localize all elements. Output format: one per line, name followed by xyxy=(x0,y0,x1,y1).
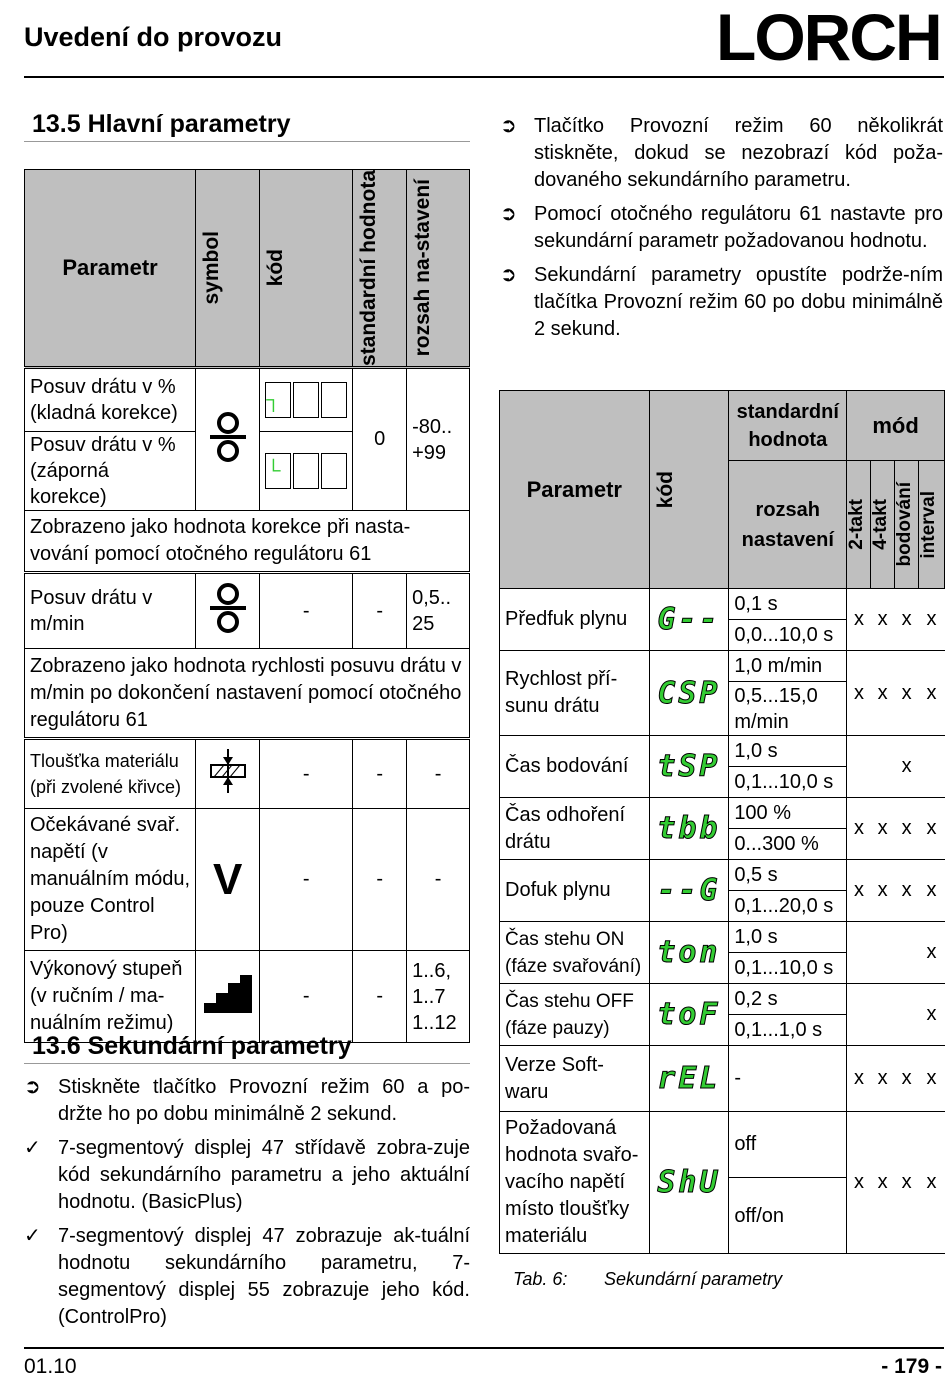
mode-mark: x xyxy=(895,651,919,736)
mode-mark xyxy=(847,922,871,984)
mode-mark xyxy=(919,736,945,798)
col-param: Parametr xyxy=(500,391,650,589)
range-value: 0,5...15,0 m/min xyxy=(729,682,847,736)
instruction-item xyxy=(24,1074,470,1128)
col-range: rozsah nastavení xyxy=(729,461,847,589)
mode-mark xyxy=(895,922,919,984)
wire-feed-icon xyxy=(196,368,260,511)
default-value: 100 % xyxy=(729,798,847,829)
instruction-item xyxy=(500,113,943,194)
mode-mark: x xyxy=(895,1046,919,1112)
range-value: 0,1...1,0 s xyxy=(729,1015,847,1046)
footer-page-number: - 179 - xyxy=(881,1355,942,1378)
seven-segment-code: tSP xyxy=(657,749,721,784)
seven-segment-code: ShU xyxy=(657,1165,721,1200)
mode-mark: x xyxy=(847,1046,871,1112)
instruction-item xyxy=(500,201,943,255)
param-name: Verze Soft-waru xyxy=(500,1046,650,1112)
header-rule xyxy=(24,76,944,78)
mode-mark: x xyxy=(871,860,895,922)
seven-segment-code: G-- xyxy=(657,602,721,637)
r2-default: - xyxy=(353,573,407,649)
r4-default: - xyxy=(353,809,407,951)
col-symbol: symbol xyxy=(200,231,224,305)
range-value: 0,1...10,0 s xyxy=(729,767,847,798)
mode-mark: x xyxy=(895,589,919,651)
range-value: 0,1...10,0 s xyxy=(729,953,847,984)
r4-range: - xyxy=(407,809,470,951)
table-caption-text: Sekundární parametry xyxy=(604,1269,783,1289)
r1-default: 0 xyxy=(353,368,407,511)
table-caption-label: Tab. 6: xyxy=(513,1269,568,1289)
seven-segment-code: rEL xyxy=(657,1061,721,1096)
row-power-step: Výkonový stupeň (v ručním / ma-nuálním režimu) xyxy=(25,951,196,1043)
code-display xyxy=(649,922,729,984)
default-value: 0,5 s xyxy=(729,860,847,891)
mode-mark xyxy=(871,922,895,984)
footer-rule xyxy=(24,1347,944,1349)
wire-feed-icon xyxy=(196,573,260,649)
row-wire-mmin: Posuv drátu v m/min xyxy=(25,573,196,649)
param-name: Čas odhoření drátu xyxy=(500,798,650,860)
row-wire-pos: Posuv drátu v % (kladná korekce) xyxy=(25,368,196,432)
code-display xyxy=(649,984,729,1046)
mode-interval: interval xyxy=(918,490,940,559)
r5-code: - xyxy=(260,951,353,1043)
mode-bodovani: bodování xyxy=(894,482,916,567)
r2-code: - xyxy=(260,573,353,649)
mode-mark: x xyxy=(919,798,945,860)
mode-mark: x xyxy=(847,860,871,922)
seven-segment-code: ton xyxy=(657,935,721,970)
mode-mark: x xyxy=(895,798,919,860)
main-parameters-table xyxy=(24,169,470,1043)
r3-default: - xyxy=(353,739,407,809)
secondary-instructions xyxy=(24,1074,470,1331)
code-display xyxy=(649,1112,729,1254)
mode-mark: x xyxy=(847,589,871,651)
check-icon: ✓ xyxy=(24,1137,41,1159)
col-mode: mód xyxy=(847,391,945,461)
code-display xyxy=(649,860,729,922)
secondary-parameters-table xyxy=(499,390,945,1254)
param-name: Čas stehu ON (fáze svařování) xyxy=(500,922,650,984)
default-value: 1,0 s xyxy=(729,736,847,767)
mode-mark xyxy=(871,736,895,798)
mode-mark: x xyxy=(919,651,945,736)
mode-mark: x xyxy=(871,589,895,651)
instruction-text: Sekundární parametry opustíte podrže-ním tlačítka Provozní režim 60 po dobu minimálně 2 sekund. xyxy=(534,264,943,340)
arrow-bullet-icon: ➲ xyxy=(24,1076,41,1098)
seven-segment-code: toF xyxy=(657,997,721,1032)
mode-mark: x xyxy=(919,1046,945,1112)
col-code: kód xyxy=(653,470,677,509)
range-value: off/on xyxy=(729,1178,847,1254)
range-value: 0,0...10,0 s xyxy=(729,620,847,651)
mode-mark xyxy=(847,984,871,1046)
param-name: Požadovaná hodnota svařo-vacího napětí místo tloušťky materiálu xyxy=(500,1112,650,1254)
code-display-plus: ┐ xyxy=(260,368,353,432)
mode-mark: x xyxy=(895,1112,919,1254)
range-value: 0...300 % xyxy=(729,829,847,860)
mode-mark: x xyxy=(919,860,945,922)
mode-mark: x xyxy=(871,1112,895,1254)
code-display xyxy=(649,651,729,736)
mode-mark: x xyxy=(895,860,919,922)
default-value: 0,2 s xyxy=(729,984,847,1015)
r1-range: -80.. +99 xyxy=(407,368,470,511)
default-value: 1,0 m/min xyxy=(729,651,847,682)
row-wire-neg: Posuv drátu v % (záporná korekce) xyxy=(25,432,196,511)
instruction-item xyxy=(500,262,943,343)
mode-2takt: 2-takt xyxy=(846,499,868,550)
instruction-text: 7-segmentový displej 47 střídavě zobra-zuje kód sekundárního parametru a jeho aktuální hodnotu. (BasicPlus) xyxy=(58,1137,470,1213)
seven-segment-code: tbb xyxy=(657,811,721,846)
default-value: off xyxy=(729,1112,847,1178)
r1-note: Zobrazeno jako hodnota korekce při nasta-vování pomocí otočného regulátoru 61 xyxy=(25,511,470,573)
footer-date: 01.10 xyxy=(24,1355,77,1378)
mode-mark xyxy=(847,736,871,798)
code-display-minus: └ xyxy=(260,432,353,511)
col-default: standardní hodnota xyxy=(729,391,847,461)
col-param: Parametr xyxy=(25,170,196,368)
code-display xyxy=(649,736,729,798)
instruction-text: Pomocí otočného regulátoru 61 nastavte pro sekundární parametr požadovanou hodnotu. xyxy=(534,203,943,252)
instruction-text: 7-segmentový displej 47 zobrazuje ak-tuální hodnotu sekundárního parametru, 7-segmentový displej 55 zobrazuje jeho kód. (ControlPro) xyxy=(58,1225,470,1328)
mode-mark: x xyxy=(919,922,945,984)
arrow-bullet-icon: ➲ xyxy=(500,264,517,286)
mode-mark: x xyxy=(895,736,919,798)
instruction-text: Tlačítko Provozní režim 60 několikrát stiskněte, dokud se nezobrazí kód poža-dovaného sekundárního parametru. xyxy=(534,115,943,191)
right-instructions xyxy=(500,113,943,343)
range-value: 0,1...20,0 s xyxy=(729,891,847,922)
row-voltage: Očekávané svař. napětí (v manuálním módu, pouze Control Pro) xyxy=(25,809,196,951)
lorch-logo: LORCH xyxy=(716,0,941,74)
mode-mark: x xyxy=(847,651,871,736)
power-step-icon xyxy=(196,951,260,1043)
section-13-6-heading: 13.6 Sekundární parametry xyxy=(32,1032,352,1060)
mode-mark: x xyxy=(871,1046,895,1112)
heading-rule xyxy=(24,1063,470,1064)
mode-mark: x xyxy=(919,1112,945,1254)
mode-mark xyxy=(895,984,919,1046)
r5-range: 1..6, 1..7 1..12 xyxy=(407,951,470,1043)
page-header-title: Uvedení do provozu xyxy=(24,22,283,52)
instruction-text: Stiskněte tlačítko Provozní režim 60 a po-držte ho po dobu minimálně 2 sekund. xyxy=(58,1076,470,1125)
param-name: Dofuk plynu xyxy=(500,860,650,922)
instruction-item xyxy=(24,1223,470,1331)
param-name: Předfuk plynu xyxy=(500,589,650,651)
arrow-bullet-icon: ➲ xyxy=(500,115,517,137)
material-thickness-icon xyxy=(196,739,260,809)
default-value: - xyxy=(729,1046,847,1112)
r4-code: - xyxy=(260,809,353,951)
r2-range: 0,5.. 25 xyxy=(407,573,470,649)
param-name: Čas stehu OFF (fáze pauzy) xyxy=(500,984,650,1046)
arrow-bullet-icon: ➲ xyxy=(500,203,517,225)
check-icon: ✓ xyxy=(24,1225,41,1247)
mode-mark: x xyxy=(871,798,895,860)
mode-mark: x xyxy=(871,651,895,736)
heading-rule xyxy=(24,141,470,142)
mode-mark: x xyxy=(919,589,945,651)
mode-mark: x xyxy=(847,798,871,860)
param-name: Čas bodování xyxy=(500,736,650,798)
voltage-symbol: V xyxy=(196,809,260,951)
code-display xyxy=(649,798,729,860)
default-value: 1,0 s xyxy=(729,922,847,953)
mode-mark xyxy=(871,984,895,1046)
mode-mark: x xyxy=(847,1112,871,1254)
param-name: Rychlost pří-sunu drátu xyxy=(500,651,650,736)
r3-code: - xyxy=(260,739,353,809)
default-value: 0,1 s xyxy=(729,589,847,620)
r3-range: - xyxy=(407,739,470,809)
code-display xyxy=(649,589,729,651)
col-code: kód xyxy=(264,249,288,287)
r2-note: Zobrazeno jako hodnota rychlosti posuvu drátu v m/min po dokončení nastavení pomocí otočného regulátoru 61 xyxy=(25,649,470,739)
seven-segment-code: CSP xyxy=(657,675,721,711)
code-display xyxy=(649,1046,729,1112)
mode-4takt: 4-takt xyxy=(870,499,892,550)
seven-segment-code: --G xyxy=(657,873,721,908)
col-range: rozsah na-stavení xyxy=(411,179,435,357)
r5-default: - xyxy=(353,951,407,1043)
mode-mark: x xyxy=(919,984,945,1046)
row-thickness: Tloušťka materiálu (při zvolené křivce) xyxy=(25,739,196,809)
col-default: standardní hodnota xyxy=(357,170,381,366)
section-13-5-heading: 13.5 Hlavní parametry xyxy=(32,110,291,138)
instruction-item xyxy=(24,1135,470,1216)
